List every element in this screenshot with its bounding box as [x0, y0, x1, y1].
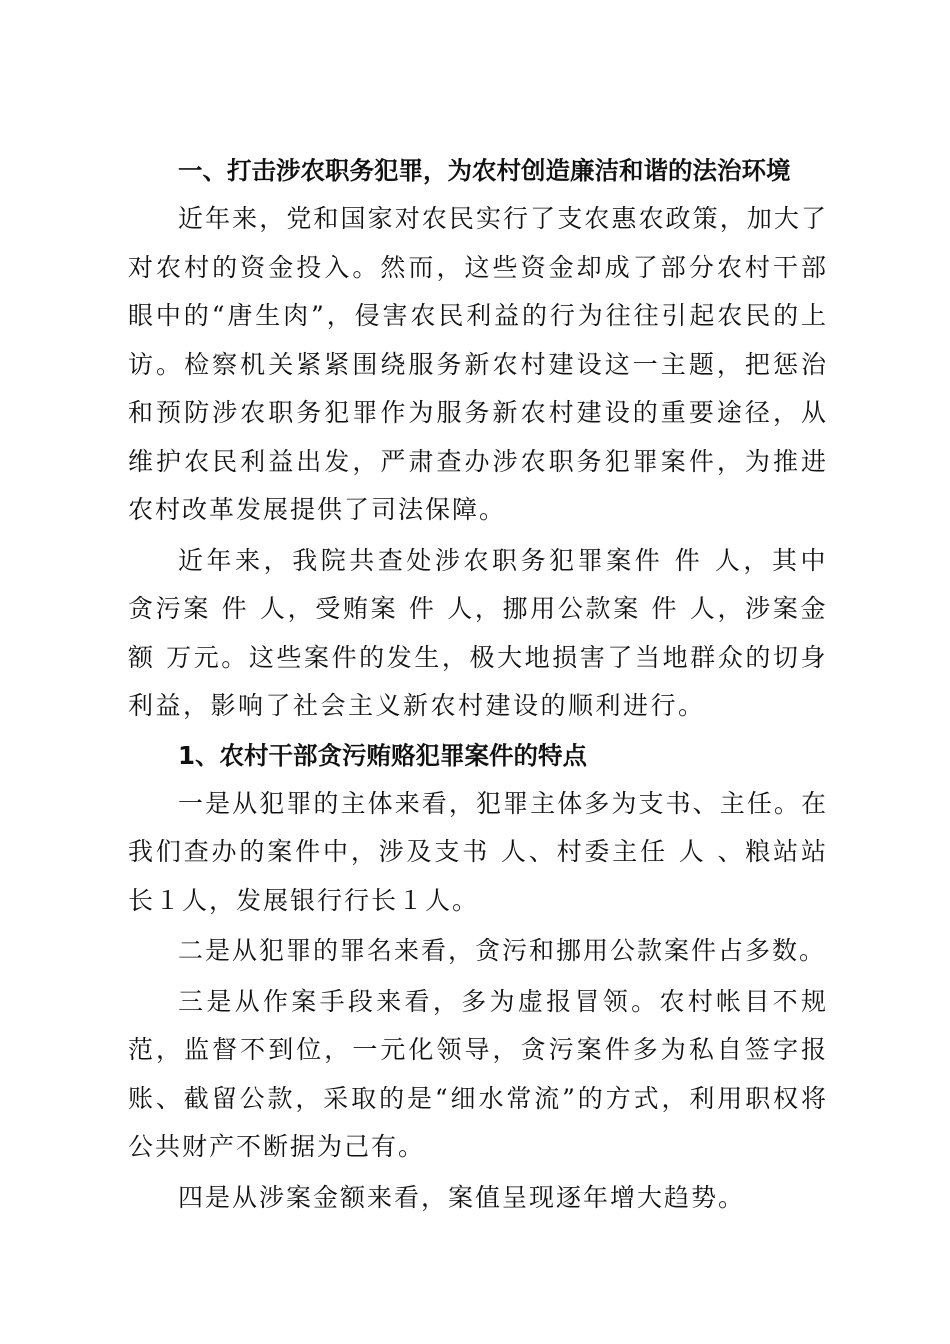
point-paragraph-2: 二是从犯罪的罪名来看，贪污和挪用公款案件占多数。: [178, 936, 827, 965]
document-body: [128, 146, 828, 1222]
point-paragraph-1: 一是从犯罪的主体来看，犯罪主体多为支书、主任。在我们查办的案件中，涉及支书 人、村委主任 人 、粮站站长１人，发展银行行长１人。: [128, 788, 828, 915]
point-paragraph-3: 三是从作案手段来看，多为虚报冒领。农村帐目不规范，监督不到位，一元化领导，贪污案件多为私自签字报账、截留公款，采取的是“细水常流”的方式，利用职权将公共财产不断据为己有。: [128, 986, 828, 1161]
section-heading: 一、打击涉农职务犯罪，为农村创造廉洁和谐的法治环境: [178, 156, 791, 185]
point-paragraph-4: 四是从涉案金额来看，案值呈现逐年增大趋势。: [178, 1182, 746, 1212]
statistics-paragraph: 近年来，我院共查处涉农职务犯罪案件 件 人，其中贪污案 件 人，受贿案 件 人，挪用公款案 件 人，涉案金额 万元。这些案件的发生，极大地损害了当地群众的切身利益，影响了社会主义新农村建设的顺利进行。: [128, 545, 828, 720]
subsection-heading: 1、农村干部贪污贿赂犯罪案件的特点: [178, 740, 588, 770]
intro-paragraph: 近年来，党和国家对农民实行了支农惠农政策，加大了对农村的资金投入。然而，这些资金却成了部分农村干部眼中的“唐生肉”，侵害农民利益的行为往往引起农民的上访。检察机关紧紧围绕服务新农村建设这一主题，把惩治和预防涉农职务犯罪作为服务新农村建设的重要途径，从维护农民利益出发，严肃查办涉农职务犯罪案件，为推进农村改革发展提供了司法保障。: [128, 204, 828, 524]
